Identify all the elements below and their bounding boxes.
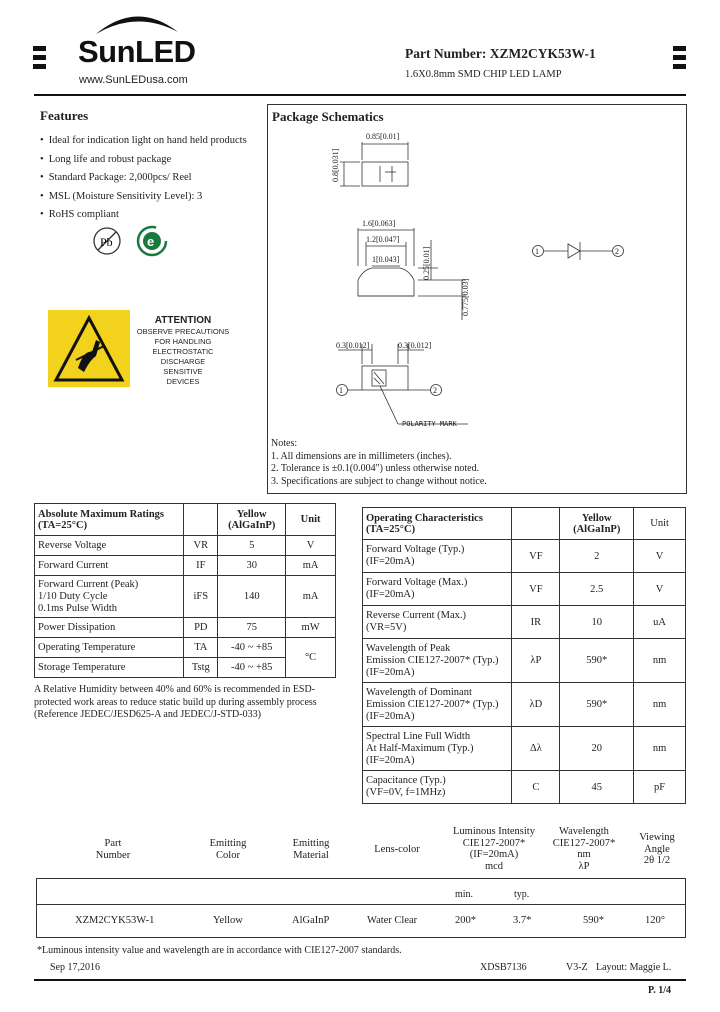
dim-label: 1.6[0.063] — [362, 219, 396, 228]
table-row: Storage Temperature Tstg -40 ~ +85 — [35, 658, 336, 678]
footer-version: V3-Z — [566, 962, 588, 973]
table-header: Yellow (AlGaInP) — [560, 508, 634, 540]
column-header: Wavelength — [559, 826, 609, 837]
attention-line: DISCHARGE — [160, 357, 206, 366]
table-row: Wavelength of Peak Emission CIE127-2007* (Typ.) (IF=20mA) λP 590* nm — [363, 639, 686, 683]
column-header: Part — [104, 838, 122, 849]
attention-notice — [135, 316, 231, 387]
absolute-max-ratings-table — [34, 503, 336, 678]
website-link[interactable]: www.SunLEDusa.com — [79, 74, 188, 86]
pin-label: 1 — [535, 247, 539, 256]
operating-characteristics-table — [362, 507, 686, 804]
feature-item: • Standard Package: 2,000pcs/ Reel — [40, 169, 247, 188]
dim-label: 0.25[0.01] — [422, 246, 431, 280]
column-header: Emitting — [209, 838, 247, 849]
part-subtitle: 1.6X0.8mm SMD CHIP LED LAMP — [405, 69, 562, 80]
logo-swoosh-icon — [92, 6, 182, 36]
table-row: Forward Voltage (Typ.) (IF=20mA) VF 2 V — [363, 540, 686, 573]
dim-label: 0.775[0.03] — [461, 278, 470, 316]
table-header: Yellow (AlGaInP) — [218, 504, 286, 536]
dim-label: 0.3[0.012] — [336, 341, 370, 350]
attention-line: FOR HANDLING — [154, 337, 212, 346]
notes-title: Notes: — [271, 438, 298, 449]
table-header: Operating Characteristics (TA=25°C) — [363, 508, 512, 540]
footer-layout: Layout: Maggie L. — [596, 962, 672, 973]
table-header: Unit — [634, 508, 686, 540]
column-header: Emitting — [292, 838, 330, 849]
table-row: Reverse Current (Max.) (VR=5V) IR 10 uA — [363, 606, 686, 639]
pb-free-icon-text: Pb — [100, 235, 113, 249]
attention-title: ATTENTION — [154, 315, 212, 326]
note-item: 1. All dimensions are in millimeters (inches). — [271, 450, 452, 462]
polarity-label: POLARITY MARK — [402, 420, 457, 428]
pin-label: 2 — [433, 386, 437, 395]
feature-item: • Ideal for indication light on hand held products — [40, 132, 247, 151]
table-row: Power Dissipation PD 75 mW — [35, 618, 336, 638]
attention-line: SENSITIVE — [163, 367, 203, 376]
table-row: Forward Current (Peak) 1/10 Duty Cycle 0.1ms Pulse Width iFS 140 mA — [35, 576, 336, 618]
dim-label: 0.8[0.031] — [331, 148, 340, 182]
schematics-title: Package Schematics — [272, 109, 384, 124]
attention-line: OBSERVE PRECAUTIONS — [136, 327, 230, 336]
feature-item: • Long life and robust package — [40, 151, 247, 170]
feature-item: • RoHS compliant — [40, 206, 247, 225]
part-number-title: Part Number: XZM2CYK53W-1 — [405, 46, 596, 61]
pin-label: 1 — [339, 386, 343, 395]
pb-free-icon — [92, 226, 122, 256]
column-header: Lens-color — [374, 844, 420, 855]
dim-label: 0.85[0.01] — [366, 132, 400, 141]
brand-logo: SunLED — [78, 34, 196, 69]
page-number: P. 1/4 — [648, 985, 671, 996]
column-header: Viewing — [639, 832, 675, 843]
header-divider — [34, 94, 686, 96]
left-margin-marks — [33, 46, 46, 73]
table-row: Forward Current IF 30 mA — [35, 556, 336, 576]
package-drawing — [268, 120, 684, 438]
selection-guide-table: min. typ. XZM2CYK53W-1 Yellow AlGaInP Water Clear 200* 3.7* 590* 120° — [36, 878, 686, 938]
table-row: Forward Voltage (Max.) (IF=20mA) VF 2.5 V — [363, 573, 686, 606]
selection-guide-header: Part Number Emitting Color Emitting Material Lens-color Luminous Intensity CIE127-2007* (IF=20mA) mcd Wavelength CIE127-2007* nm λP Viewing Angle 2θ 1/2 — [34, 824, 686, 880]
column-header: Luminous Intensity — [453, 826, 535, 837]
column-subheader: min. — [455, 889, 474, 900]
footer-date: Sep 17,2016 — [50, 962, 100, 973]
column-subheader: typ. — [514, 889, 530, 900]
rohs-icon — [136, 225, 168, 257]
table-row: Operating Temperature TA -40 ~ +85 °C — [35, 638, 336, 658]
note-item: 2. Tolerance is ±0.1(0.004") unless otherwise noted. — [271, 463, 480, 474]
table-header: Unit — [286, 504, 336, 536]
attention-line: ELECTROSTATIC — [152, 347, 214, 356]
table-header: Absolute Maximum Ratings (TA=25°C) — [35, 504, 184, 536]
humidity-footnote: A Relative Humidity between 40% and 60% is recommended in ESD-protected work areas to reduce static build up during assembly process (Reference JEDEC/JESD625-A and JEDEC/J-STD-033) — [34, 684, 317, 720]
dim-label: 1.2[0.047] — [366, 235, 400, 244]
table-row: Wavelength of Dominant Emission CIE127-2007* (Typ.) (IF=20mA) λD 590* nm — [363, 683, 686, 727]
pin-label: 2 — [615, 247, 619, 256]
dim-label: 1[0.043] — [372, 255, 400, 264]
footer-doc-number: XDSB7136 — [480, 962, 527, 973]
rohs-icon-text: e — [147, 234, 155, 249]
table-row: Spectral Line Full Width At Half-Maximum (Typ.) (IF=20mA) Δλ 20 nm — [363, 727, 686, 771]
dim-label: 0.3[0.012] — [398, 341, 432, 350]
feature-item: • MSL (Moisture Sensitivity Level): 3 — [40, 188, 247, 207]
footer-divider — [34, 979, 686, 981]
table-row: Reverse Voltage VR 5 V — [35, 536, 336, 556]
schematic-notes — [271, 438, 487, 488]
features-title: Features — [40, 108, 89, 123]
table-row: Capacitance (Typ.) (VF=0V, f=1MHz) C 45 pF — [363, 771, 686, 804]
right-margin-marks — [673, 46, 686, 73]
attention-line: DEVICES — [166, 377, 200, 386]
esd-warning-icon — [48, 310, 130, 387]
luminous-footnote: *Luminous intensity value and wavelength are in accordance with CIE127-2007 standards. — [37, 945, 402, 956]
features-section — [40, 108, 247, 225]
note-item: 3. Specifications are subject to change without notice. — [271, 475, 487, 487]
